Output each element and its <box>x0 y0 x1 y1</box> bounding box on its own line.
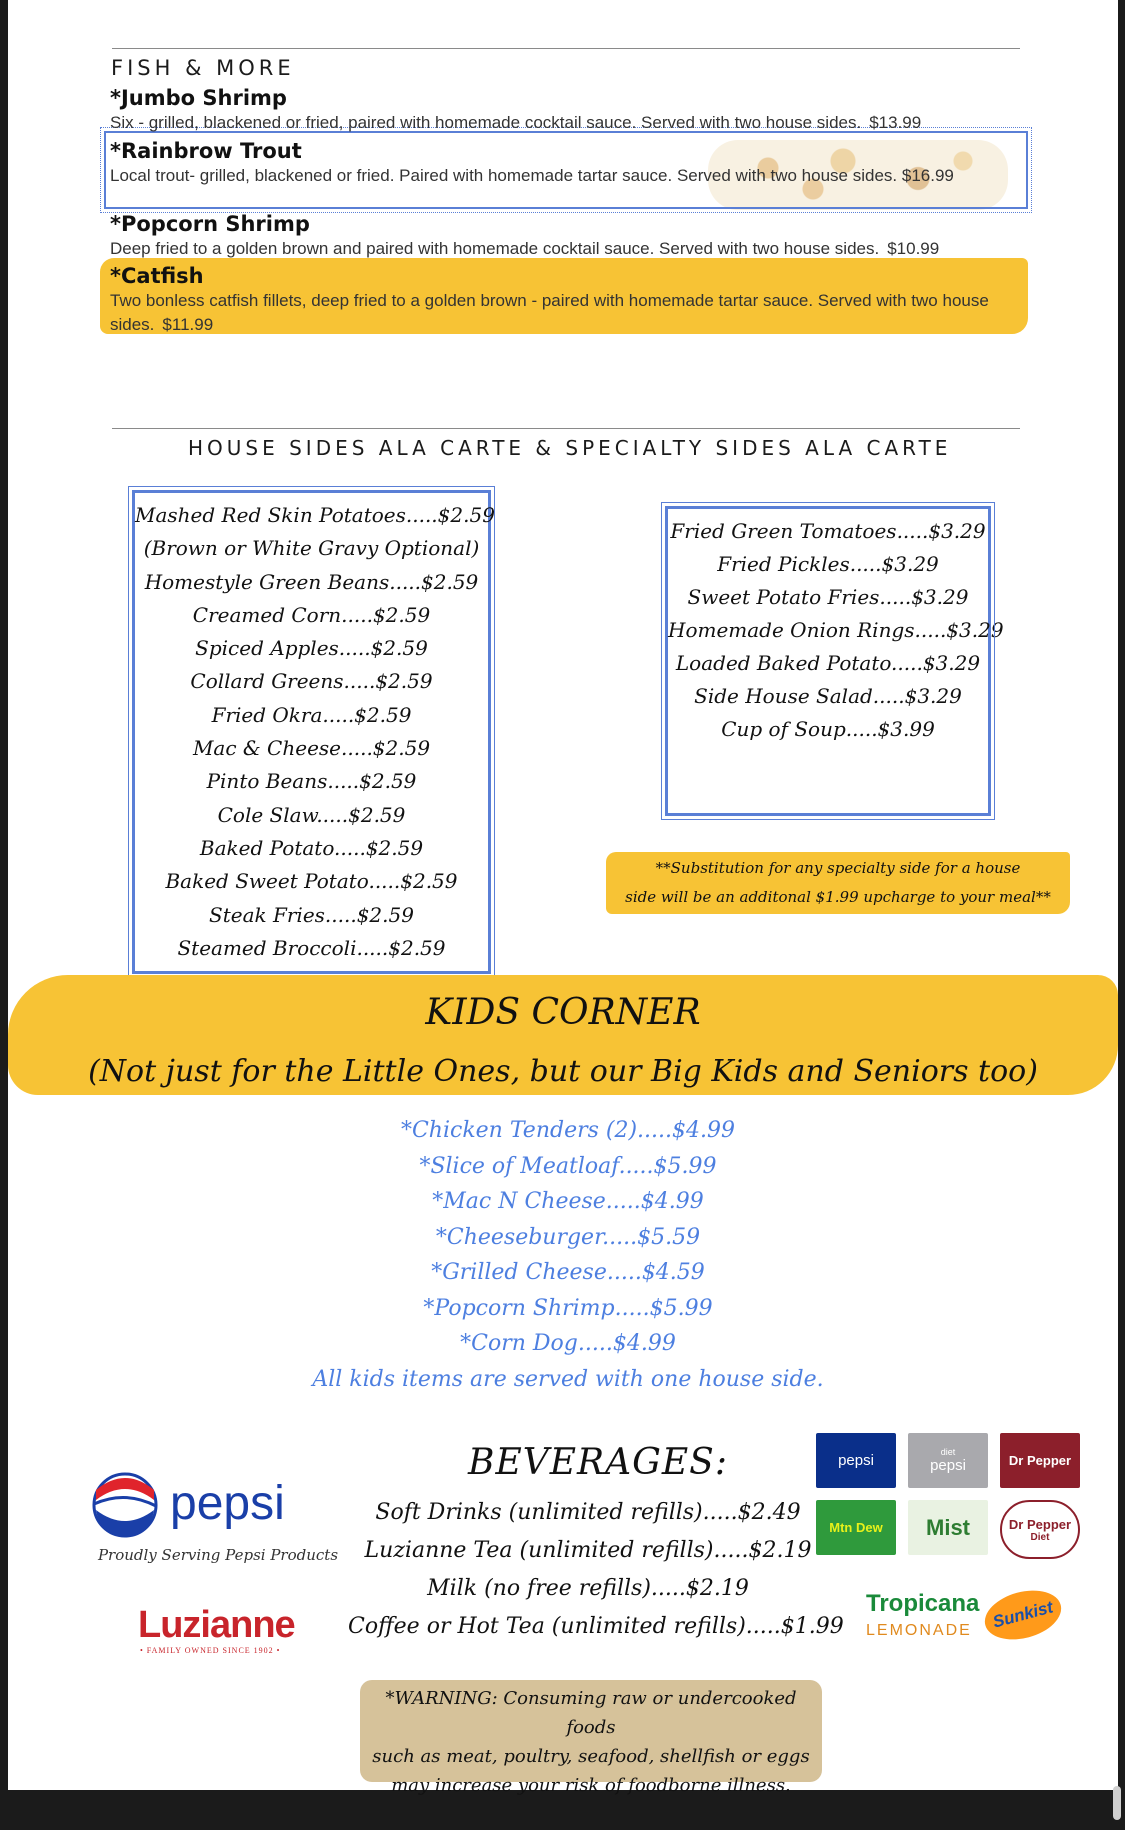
menu-item <box>110 85 1020 135</box>
kids-item: *Slice of Meatloaf.....$5.99 <box>419 1153 717 1179</box>
item-price: $16.99 <box>901 166 954 185</box>
specialty-sides-box <box>665 506 1004 816</box>
sides-heading: HOUSE SIDES ALA CARTE & SPECIALTY SIDES ALA CARTE <box>188 436 952 460</box>
lemonade-label: LEMONADE <box>866 1622 972 1639</box>
menu-page <box>8 0 1118 1796</box>
side-item: Cole Slaw.....$2.59 <box>217 802 406 827</box>
side-item: Mac & Cheese.....$2.59 <box>192 736 431 761</box>
item-price: $11.99 <box>162 315 214 334</box>
kids-item: *Corn Dog.....$4.99 <box>460 1331 676 1356</box>
kids-subtitle: (Not just for the Little Ones, but our Big Kids and Seniors too) <box>88 1054 1038 1089</box>
item-desc: Two bonless catfish fillets, deep fried to a golden brown - paired with homemade tartar sauce. Served with two house sides. $11.99 <box>110 291 989 334</box>
side-item: Mashed Red Skin Potatoes.....$2.59 <box>135 503 495 527</box>
beverages-title: BEVERAGES: <box>468 1442 728 1483</box>
side-item: Baked Sweet Potato.....$2.59 <box>165 869 458 894</box>
section-divider <box>112 428 1020 429</box>
pepsi-tile-label: pepsi <box>838 1452 874 1469</box>
pepsi-wordmark: pepsi <box>170 1477 285 1530</box>
specialty-sides-list <box>668 509 1004 746</box>
warning-line: *WARNING: Consuming raw or undercooked foods <box>385 1688 797 1738</box>
fish-heading: FISH & MORE <box>111 56 295 80</box>
beverage-item: Coffee or Hot Tea (unlimited refills).....$1.99 <box>348 1614 844 1639</box>
food-warning <box>360 1680 822 1796</box>
diet-pepsi-label: pepsi <box>930 1457 966 1474</box>
side-item: Collard Greens.....$2.59 <box>190 669 433 694</box>
dr-pepper-label: Dr Pepper <box>1008 1453 1072 1468</box>
side-item: Steamed Broccoli.....$2.59 <box>177 935 446 960</box>
luzianne-logo: Luzianne <box>138 1604 295 1646</box>
mtn-dew-tile <box>816 1500 896 1555</box>
kids-menu-list <box>288 1113 848 1397</box>
pepsi-logo <box>90 1470 370 1540</box>
kids-item: *Mac N Cheese.....$4.99 <box>432 1189 704 1214</box>
side-item: Steak Fries.....$2.59 <box>209 902 414 927</box>
side-item: Cup of Soup.....$3.99 <box>721 717 935 741</box>
side-item: Fried Green Tomatoes.....$3.29 <box>670 519 986 543</box>
item-title: *Catfish <box>110 264 204 288</box>
item-price: $10.99 <box>887 239 940 258</box>
warning-line: may increase your risk of foodborne illness. <box>391 1775 791 1796</box>
pepsi-tagline: Proudly Serving Pepsi Products <box>97 1546 339 1564</box>
kids-item: *Cheeseburger.....$5.59 <box>435 1224 701 1250</box>
kids-item: *Chicken Tenders (2).....$4.99 <box>400 1118 736 1143</box>
mtn-dew-label: Mtn Dew <box>829 1520 883 1535</box>
beverage-item: Soft Drinks (unlimited refills).....$2.49 <box>375 1500 801 1525</box>
mist-tile <box>908 1500 988 1555</box>
menu-item <box>110 138 1020 188</box>
side-item: Loaded Baked Potato.....$3.29 <box>675 651 981 675</box>
side-item: Side House Salad.....$3.29 <box>694 684 962 708</box>
scrollbar-thumb[interactable] <box>1113 1786 1121 1820</box>
substitution-note <box>606 854 1070 912</box>
mist-label: Mist <box>926 1514 970 1540</box>
kids-title: KIDS CORNER <box>425 992 701 1033</box>
side-item: Pinto Beans.....$2.59 <box>206 769 417 794</box>
pepsi-globe-icon <box>90 1470 160 1540</box>
sunkist-logo <box>979 1583 1066 1648</box>
tropicana-logo: Tropicana <box>866 1590 980 1617</box>
note-line: side will be an additonal $1.99 upcharge to your meal** <box>625 888 1051 906</box>
item-price: $13.99 <box>869 113 922 132</box>
section-divider <box>112 48 1020 49</box>
side-item: Fried Pickles.....$3.29 <box>717 552 939 576</box>
kids-item: *Grilled Cheese.....$4.59 <box>431 1260 705 1285</box>
beverage-item: Luzianne Tea (unlimited refills).....$2.19 <box>364 1538 812 1563</box>
menu-item <box>110 263 1020 337</box>
item-desc: Six - grilled, blackened or fried, paired with homemade cocktail sauce. Served with two house sides. $13.99 <box>110 113 922 132</box>
luzianne-tagline: • FAMILY OWNED SINCE 1902 • <box>140 1646 281 1655</box>
item-desc: Local trout- grilled, blackened or fried. Paired with homemade tartar sauce. Served with two house sides. $16.99 <box>110 166 954 185</box>
diet-dr-pepper-label: Dr Pepper <box>1008 1516 1072 1532</box>
beverage-item: Milk (no free refills).....$2.19 <box>427 1576 749 1601</box>
item-title: *Jumbo Shrimp <box>110 86 287 110</box>
note-line: **Substitution for any specialty side for a house <box>655 859 1021 877</box>
side-item: Creamed Corn.....$2.59 <box>192 602 431 627</box>
dr-pepper-tile <box>1000 1433 1080 1488</box>
sunkist-label: Sunkist <box>990 1597 1055 1632</box>
diet-pepsi-tile <box>908 1433 988 1488</box>
side-item: (Brown or White Gravy Optional) <box>143 536 480 561</box>
pepsi-tile <box>816 1433 896 1488</box>
diet-label: diet <box>940 1447 956 1457</box>
beverages-list <box>348 1494 844 1646</box>
diet-dr-pepper-tile <box>1000 1500 1080 1559</box>
side-item: Spiced Apples.....$2.59 <box>195 636 428 661</box>
side-item: Sweet Potato Fries.....$3.29 <box>687 585 969 609</box>
side-item: Homemade Onion Rings.....$3.29 <box>668 618 1004 642</box>
side-item: Fried Okra.....$2.59 <box>211 702 412 727</box>
warning-line: such as meat, poultry, seafood, shellfish or eggs <box>372 1746 810 1767</box>
house-sides-list <box>135 493 495 965</box>
kids-item: All kids items are served with one house side. <box>312 1366 824 1392</box>
menu-item <box>110 211 1020 261</box>
item-title: *Rainbrow Trout <box>110 139 302 163</box>
side-item: Homestyle Green Beans.....$2.59 <box>144 569 479 594</box>
house-sides-box <box>132 490 495 974</box>
item-title: *Popcorn Shrimp <box>110 212 310 236</box>
kids-item: *Popcorn Shrimp.....$5.99 <box>423 1295 713 1321</box>
side-item: Baked Potato.....$2.59 <box>199 835 424 860</box>
diet-dr-pepper-diet: Diet <box>1030 1531 1050 1543</box>
item-desc: Deep fried to a golden brown and paired with homemade cocktail sauce. Served with two house sides. $10.99 <box>110 239 940 258</box>
